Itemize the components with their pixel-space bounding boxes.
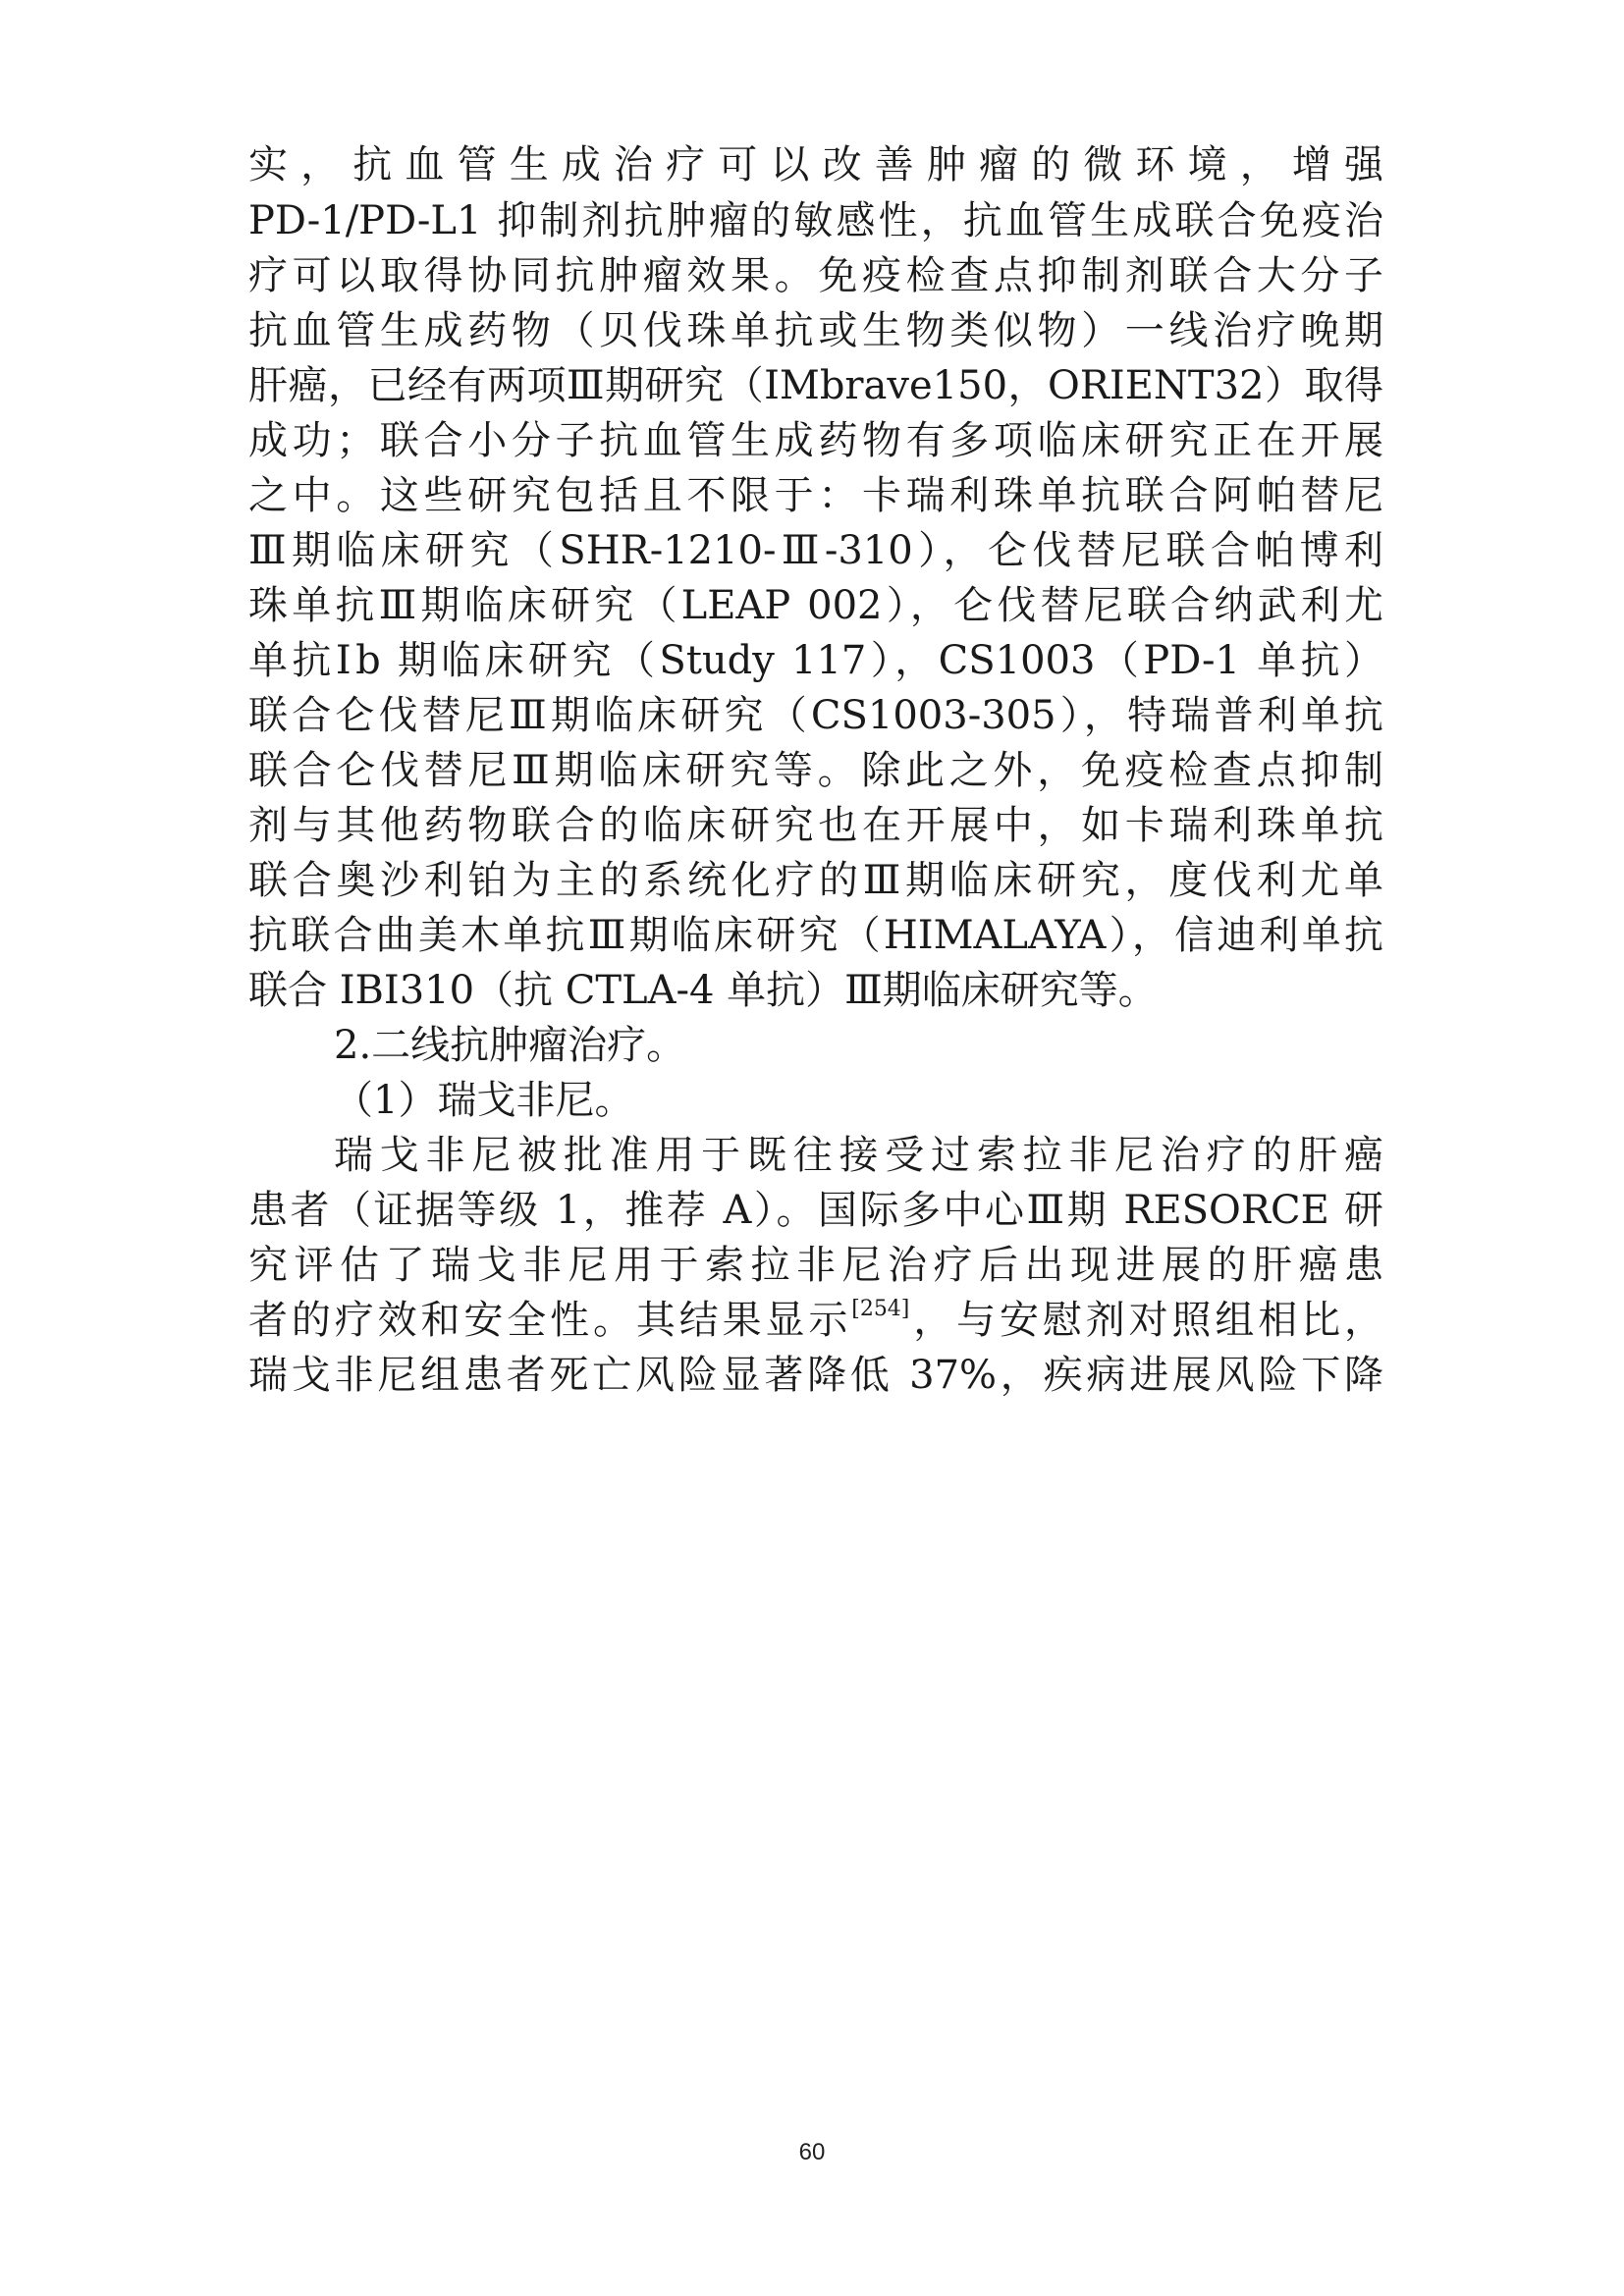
paragraph-line: 究评估了瑞戈非尼用于索拉非尼治疗后出现进展的肝癌患 — [248, 1243, 1383, 1288]
paragraph-line: 联合仑伐替尼Ⅲ期临床研究（CS1003-305），特瑞普利单抗 — [248, 693, 1383, 738]
paragraph-line: 之中。这些研究包括且不限于：卡瑞利珠单抗联合阿帕替尼 — [248, 473, 1383, 518]
paragraph-line: 肝癌，已经有两项Ⅲ期研究（IMbrave150，ORIENT32）取得 — [248, 363, 1383, 408]
citation-reference: [254] — [851, 1297, 910, 1321]
paragraph-line: 抗联合曲美木单抗Ⅲ期临床研究（HIMALAYA），信迪利单抗 — [248, 913, 1383, 958]
paragraph-line: 联合奥沙利铂为主的系统化疗的Ⅲ期临床研究，度伐利尤单 — [248, 858, 1383, 903]
subsection-heading: （1）瑞戈非尼。 — [334, 1078, 634, 1123]
paragraph-line: 联合仑伐替尼Ⅲ期临床研究等。除此之外，免疫检查点抑制 — [248, 748, 1383, 793]
paragraph-line: 瑞戈非尼组患者死亡风险显著降低 37%，疾病进展风险下降 — [248, 1353, 1383, 1398]
page-number: 60 — [798, 2139, 826, 2165]
section-heading: 2.二线抗肿瘤治疗。 — [334, 1023, 686, 1068]
paragraph-line: 剂与其他药物联合的临床研究也在开展中，如卡瑞利珠单抗 — [248, 803, 1383, 848]
paragraph-line: 患者（证据等级 1，推荐 A）。国际多中心Ⅲ期 RESORCE 研 — [248, 1188, 1383, 1233]
paragraph-line: 单抗Ⅰb 期临床研究（Study 117），CS1003（PD-1 单抗） — [248, 638, 1383, 683]
paragraph-line: PD-1/PD-L1 抑制剂抗肿瘤的敏感性，抗血管生成联合免疫治 — [248, 198, 1383, 243]
paragraph-line-with-citation — [248, 1293, 1383, 1348]
text-segment: ，与安慰剂对照组相比， — [909, 1298, 1383, 1343]
text-segment: 者的疗效和安全性。其结果显示 — [248, 1298, 852, 1343]
paragraph-line: 瑞戈非尼被批准用于既往接受过索拉非尼治疗的肝癌 — [334, 1133, 1383, 1178]
paragraph-line: 成功；联合小分子抗血管生成药物有多项临床研究正在开展 — [248, 418, 1383, 463]
paragraph-line: 疗可以取得协同抗肿瘤效果。免疫检查点抑制剂联合大分子 — [248, 253, 1383, 298]
paragraph-line: 抗血管生成药物（贝伐珠单抗或生物类似物）一线治疗晚期 — [248, 308, 1383, 353]
paragraph-line: 珠单抗Ⅲ期临床研究（LEAP 002），仑伐替尼联合纳武利尤 — [248, 583, 1383, 628]
paragraph-line: 联合 IBI310（抗 CTLA-4 单抗）Ⅲ期临床研究等。 — [248, 968, 1158, 1013]
paragraph-line: 实，抗血管生成治疗可以改善肿瘤的微环境，增强 — [248, 142, 1383, 187]
paragraph-line: Ⅲ期临床研究（SHR-1210-Ⅲ-310），仑伐替尼联合帕博利 — [248, 528, 1383, 573]
